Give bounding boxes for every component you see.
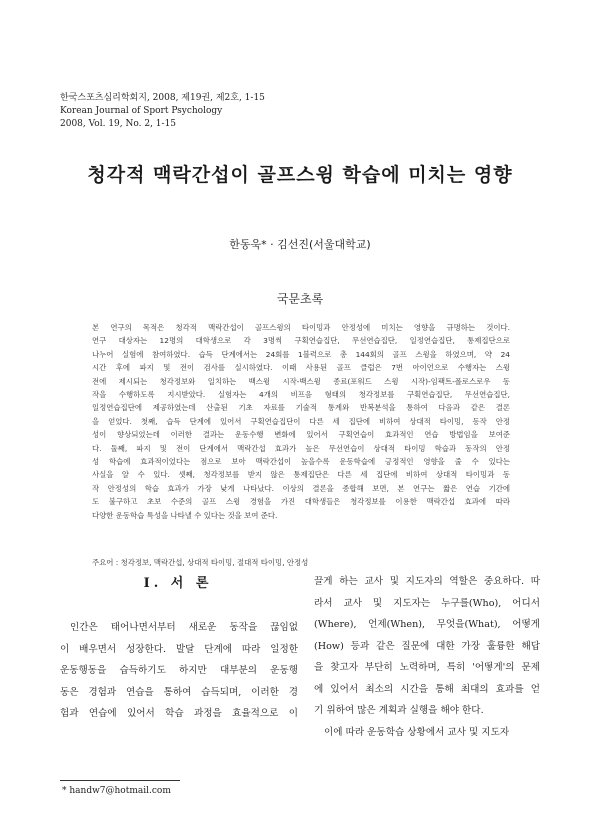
authors: 한동욱* · 김선진(서울대학교): [229, 238, 371, 251]
body-line: 험과 연습에 있어서 학습 과정을 효율적으로 이: [60, 708, 298, 719]
journal-header-volume: 2008, Vol. 19, No. 2, 1-15: [60, 119, 177, 129]
abstract-line: 본 연구의 목적은 청각적 맥락간섭이 골프스윙의 타이밍과 안정성에 미치는 영향을 규명하는 것이다.: [92, 323, 510, 332]
body-right-column: [314, 571, 540, 743]
abstract-line: 일정연습집단에 제공하였는데 산출된 기초 자료를 기술적 통계와 반복분석을 통하여 다음과 같은 결론: [92, 403, 510, 413]
body-line: 에 있어서 최소의 시간을 통해 최대의 효과를 얻: [314, 683, 540, 695]
body-left-column: [60, 617, 298, 725]
abstract-line: 작을 수행하도록 지시받았다. 실험자는 4개의 비프음 형태의 청각정보를 구획연습집단, 무선연습집단,: [92, 390, 510, 400]
paper-title: 청각적 맥락간섭이 골프스윙 학습에 미치는 영향: [87, 164, 513, 186]
abstract-body: [92, 321, 510, 522]
body-line: 라서 교사 및 지도자는 누구를(Who), 어디서: [314, 597, 540, 609]
abstract-line: 성 학습에 효과적이었다는 점으로 보아 맥락간섭이 높을수록 운동학습에 긍정적인 영향을 줄 수 있다는: [92, 457, 510, 467]
abstract-line: 연구 대상자는 12명의 대학생으로 각 3명씩 구획연습집단, 무선연습집단, 일정연습집단, 통제집단으로: [92, 336, 510, 346]
body-line: (Where), 언제(When), 무엇을(What), 어떻게: [314, 619, 540, 630]
body-line: (How) 등과 같은 질문에 대한 가장 훌륭한 해답: [314, 640, 540, 652]
body-line: 이 배우면서 성장한다. 발달 단계에 따라 일정한: [60, 643, 298, 655]
body-line: 을 찾고자 부단히 노력하며, 특히 '어떻게'의 문제: [314, 662, 540, 673]
abstract-line: 다양한 운동학습 특성을 나타낼 수 있다는 것을 보여 준다.: [92, 510, 278, 520]
body-line: 인간은 태어나면서부터 새로운 동작을 끊임없: [70, 622, 298, 633]
abstract-line: 성이 향상되었는데 이러한 결과는 운동수행 변화에 있어서 구획연습이 효과적인 연습 방법임을 보여준: [92, 430, 510, 440]
body-line: 운동행동을 습득하기도 하지만 대부분의 운동행: [60, 665, 298, 676]
section-heading-introduction: I. 서 론: [143, 576, 213, 591]
journal-header: [60, 92, 265, 131]
abstract-line: 시간 후에 파지 및 전이 검사를 실시하였다. 이때 사용된 골프 클럽은 7번 아이언으로 수행자는 스윙: [92, 363, 510, 373]
abstract-line: 을 얻었다. 첫째, 습득 단계에 있어서 구획연습집단이 다른 세 집단에 비하여 상대적 타이밍, 동작 안정: [92, 416, 510, 426]
abstract-line: 나누어 실험에 참여하였다. 습득 단계에서는 24회를 1블럭으로 총 144회의 골프 스윙을 하였으며, 약 24: [92, 349, 510, 359]
keywords: 주요어 : 청각정보, 맥락간섭, 상대적 타이밍, 절대적 타이밍, 안정성: [92, 558, 309, 567]
abstract-line: 다. 둘째, 파지 및 전이 단계에서 맥락간섭 효과가 높은 무선연습이 상대적 타이밍 학습과 동작의 안정: [92, 443, 510, 453]
body-line: 이에 따라 운동학습 상황에서 교사 및 지도자: [324, 726, 510, 738]
abstract-line: 사실을 알 수 있다. 셋째, 청각정보를 받지 않은 통제집단은 다른 세 집단에 비하여 상대적 타이밍과 동: [92, 470, 510, 480]
body-line: 동은 경험과 연습을 통하여 습득되며, 이러한 경: [60, 686, 298, 698]
body-line: 끌게 하는 교사 및 지도자의 역할은 중요하다. 따: [314, 576, 540, 587]
abstract-line: 작 안정성의 학습 효과가 가장 낮게 나타났다. 이상의 결론을 종합해 보면, 본 연구는 짧은 연습 기간에: [92, 483, 510, 493]
abstract-line: 도 불구하고 초보 수준의 골프 스윙 경험을 가진 대학생들은 청각정보를 이용한 맥락간섭 효과에 따라: [92, 497, 510, 507]
abstract-line: 전에 제시되는 청각정보와 일치하는 백스윙 시작-백스윙 종료(포워드 스윙 시작)-임팩트-폴로스로우 동: [92, 376, 510, 386]
journal-header-korean: 한국스포츠심리학회지, 2008, 제19권, 제2호, 1-15: [60, 93, 265, 103]
body-line: 기 위하여 많은 계획과 실행을 해야 한다.: [314, 705, 484, 716]
abstract-heading: 국문초록: [276, 292, 324, 306]
footnote-email: * handw7@hotmail.com: [62, 786, 171, 796]
journal-header-english: Korean Journal of Sport Psychology: [60, 106, 223, 116]
footnote-divider: [60, 780, 180, 781]
